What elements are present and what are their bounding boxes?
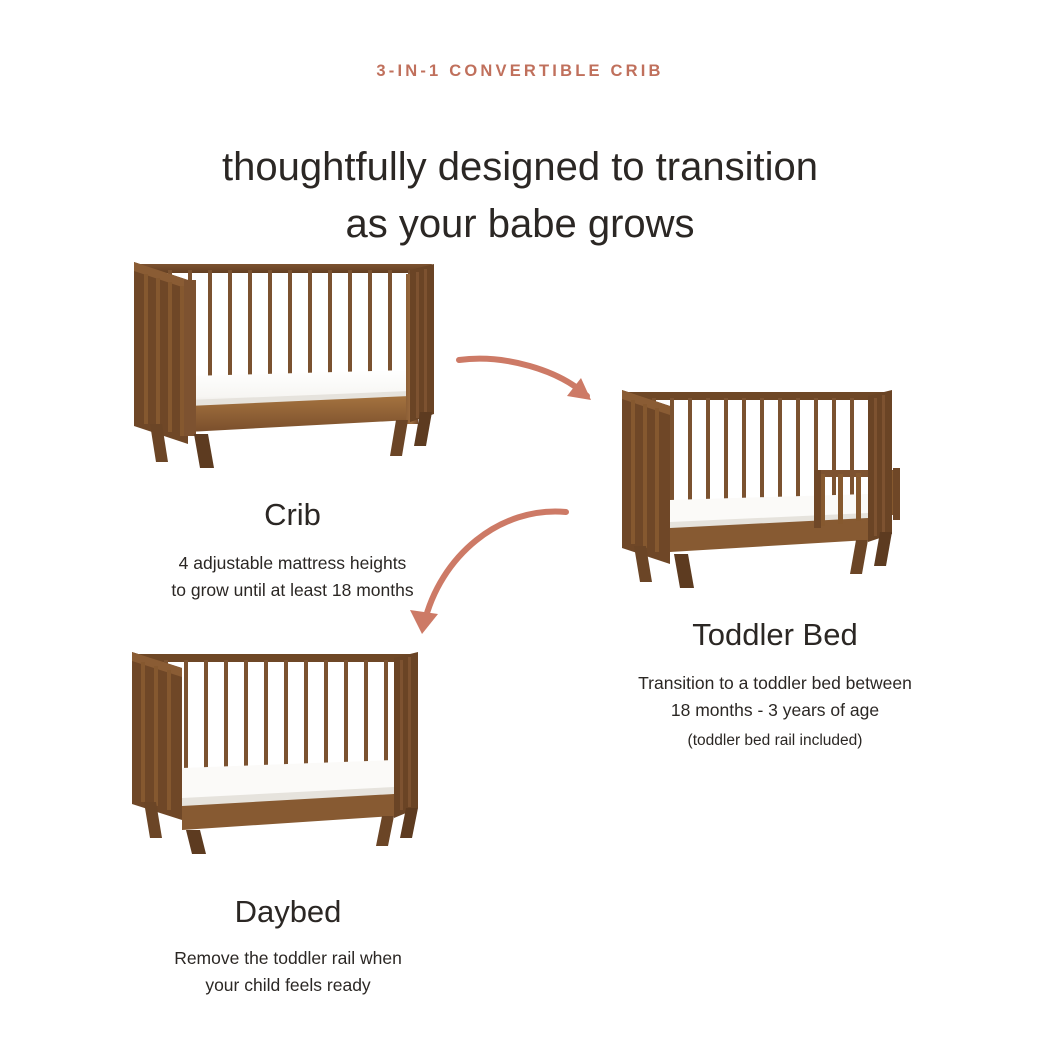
daybed-description-line-2: your child feels ready <box>205 974 371 995</box>
crib-title: Crib <box>264 497 321 532</box>
caption-toddler-bed <box>540 618 1010 753</box>
caption-crib <box>80 498 505 603</box>
crib-description-line-1: 4 adjustable mattress heights <box>178 553 407 574</box>
arrow-crib-to-toddler <box>455 352 615 427</box>
daybed-walnut-photo <box>110 640 450 855</box>
curved-arrow-icon <box>455 352 615 422</box>
daybed-image <box>110 640 450 860</box>
caption-daybed <box>68 895 508 998</box>
toddler-bed-description-line-1: Transition to a toddler bed between <box>638 673 912 694</box>
headline-line-2: as your babe grows <box>345 201 695 246</box>
crib-walnut-photo <box>110 248 470 468</box>
toddler-bed-note: (toddler bed rail included) <box>687 732 863 750</box>
toddler-bed-title: Toddler Bed <box>692 617 858 652</box>
crib-image <box>110 248 470 473</box>
page-title <box>0 139 1040 253</box>
toddler-bed-description-line-2: 18 months - 3 years of age <box>670 699 880 720</box>
crib-description-line-2: to grow until at least 18 months <box>171 579 414 600</box>
headline-line-1: thoughtfully designed to transition <box>222 144 818 189</box>
daybed-description <box>68 945 508 998</box>
toddler-bed-description <box>540 670 1010 723</box>
daybed-description-line-1: Remove the toddler rail when <box>174 948 402 969</box>
toddler-bed-image <box>600 378 940 593</box>
eyebrow-label: 3-IN-1 CONVERTIBLE CRIB <box>376 62 664 80</box>
crib-description <box>80 550 505 603</box>
daybed-title: Daybed <box>234 894 342 929</box>
toddler-bed-walnut-photo <box>600 378 940 588</box>
